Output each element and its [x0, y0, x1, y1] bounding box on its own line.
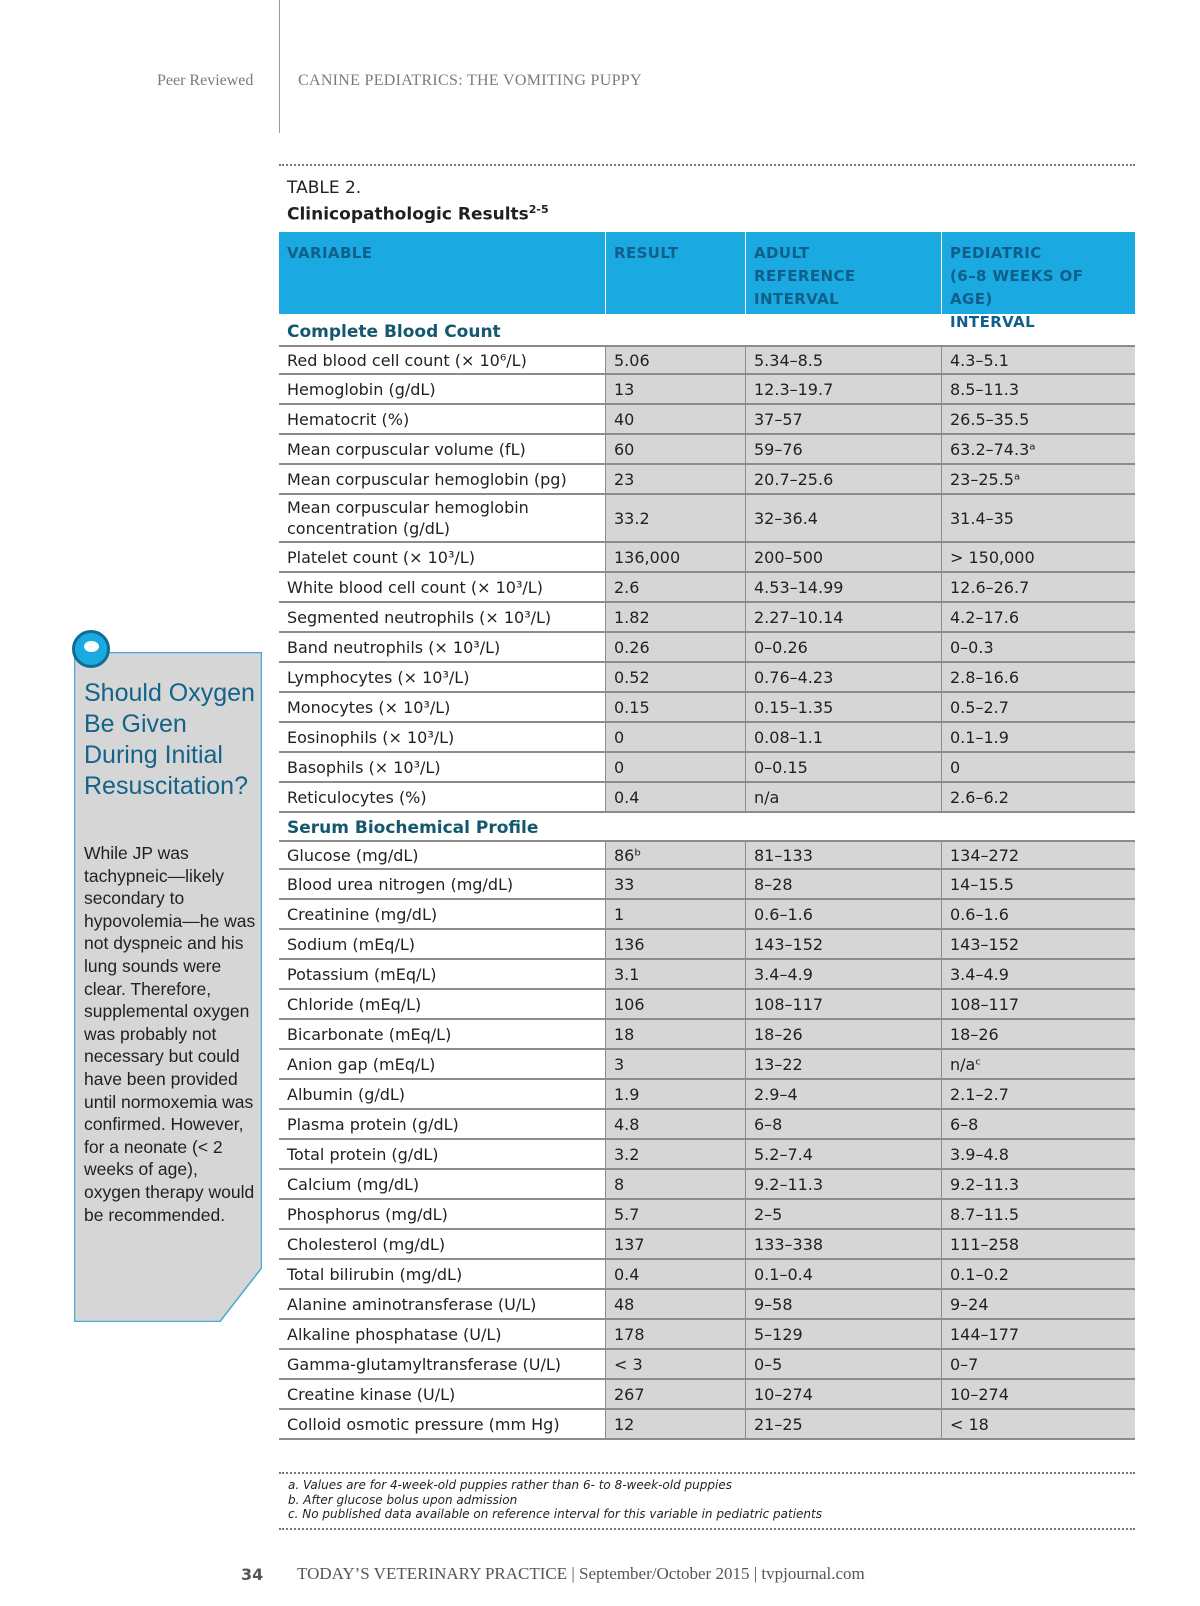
table-row [279, 573, 1135, 603]
cell-result: 1.82 [605, 603, 745, 631]
sidebar-body: While JP was tachypneic—likely secondary to hypovolemia—he was not dyspneic and his lung sounds were clear. Therefore, supplemental oxygen was probably not necessary but could have been provided until normoxemia was confirmed. However, for a neonate (< 2 weeks of age), oxygen therapy would be recommended. [84, 843, 256, 1225]
cell-variable: Hemoglobin (g/dL) [279, 375, 605, 403]
cell-pediatric-interval: 9–24 [941, 1290, 1135, 1318]
table-bottom-rule [279, 1472, 1135, 1474]
cell-adult-interval: 21–25 [745, 1410, 941, 1438]
table-row [279, 1050, 1135, 1080]
cell-adult-interval: 10–274 [745, 1380, 941, 1408]
cell-pediatric-interval: 2.1–2.7 [941, 1080, 1135, 1108]
table-row [279, 723, 1135, 753]
footnote-b: b. After glucose bolus upon admission [288, 1492, 518, 1507]
cell-variable: Monocytes (× 10³/L) [279, 693, 605, 721]
cell-adult-interval: 2–5 [745, 1200, 941, 1228]
cell-pediatric-interval: 0–7 [941, 1350, 1135, 1378]
table-row [279, 1200, 1135, 1230]
table-row [279, 1350, 1135, 1380]
table-row [279, 693, 1135, 723]
cell-variable: Plasma protein (g/dL) [279, 1110, 605, 1138]
cell-pediatric-interval: 3.4–4.9 [941, 960, 1135, 988]
sidebar-heading: Should Oxygen Be Given During Initial Resuscitation? [84, 679, 255, 800]
cell-result: 40 [605, 405, 745, 433]
cell-adult-interval: 0.15–1.35 [745, 693, 941, 721]
cell-result: 12 [605, 1410, 745, 1438]
cell-variable: Red blood cell count (× 10⁶/L) [279, 347, 605, 373]
cell-result: 3.1 [605, 960, 745, 988]
cell-adult-interval: 6–8 [745, 1110, 941, 1138]
table-row [279, 1140, 1135, 1170]
cell-pediatric-interval: 0 [941, 753, 1135, 781]
cell-result: 137 [605, 1230, 745, 1258]
cell-variable: Calcium (mg/dL) [279, 1170, 605, 1198]
cell-pediatric-interval: 2.8–16.6 [941, 663, 1135, 691]
cell-result: 18 [605, 1020, 745, 1048]
cell-result: 60 [605, 435, 745, 463]
cell-variable: Colloid osmotic pressure (mm Hg) [279, 1410, 605, 1438]
section-label: Peer Reviewed [157, 72, 254, 89]
col-header-result: RESULT [605, 232, 745, 314]
cell-result: < 3 [605, 1350, 745, 1378]
cell-variable: Alkaline phosphatase (U/L) [279, 1320, 605, 1348]
table-row [279, 1020, 1135, 1050]
cell-variable: Anion gap (mEq/L) [279, 1050, 605, 1078]
cell-pediatric-interval: 4.3–5.1 [941, 347, 1135, 373]
cell-pediatric-interval: > 150,000 [941, 543, 1135, 571]
cell-result: 267 [605, 1380, 745, 1408]
cell-variable: Segmented neutrophils (× 10³/L) [279, 603, 605, 631]
cell-result: 106 [605, 990, 745, 1018]
cell-result: 13 [605, 375, 745, 403]
biochem-rows [279, 840, 1135, 1440]
footnote-a: a. Values are for 4-week-old puppies rather than 6- to 8-week-old puppies [288, 1478, 732, 1492]
table-row [279, 1170, 1135, 1200]
cell-variable: Creatinine (mg/dL) [279, 900, 605, 928]
table-row [279, 960, 1135, 990]
cell-pediatric-interval: 134–272 [941, 842, 1135, 868]
cell-result: 136 [605, 930, 745, 958]
cell-pediatric-interval: 144–177 [941, 1320, 1135, 1348]
cell-pediatric-interval: 0–0.3 [941, 633, 1135, 661]
cell-variable: Chloride (mEq/L) [279, 990, 605, 1018]
cell-adult-interval: 81–133 [745, 842, 941, 868]
cell-variable: Albumin (g/dL) [279, 1080, 605, 1108]
table-title: Clinicopathologic Results$^{2-5}$ [287, 203, 549, 225]
col-header-adult: ADULT REFERENCE INTERVAL [745, 232, 941, 314]
cell-result: 1.9 [605, 1080, 745, 1108]
cell-adult-interval: 0.76–4.23 [745, 663, 941, 691]
cell-adult-interval: 0–0.15 [745, 753, 941, 781]
footnotes [288, 1478, 822, 1522]
table-row [279, 435, 1135, 465]
table-row [279, 1230, 1135, 1260]
cell-pediatric-interval: < 18 [941, 1410, 1135, 1438]
cell-variable: Reticulocytes (%) [279, 783, 605, 811]
cell-adult-interval: 9–58 [745, 1290, 941, 1318]
table-row [279, 465, 1135, 495]
cell-result: 0 [605, 723, 745, 751]
cell-adult-interval: 32–36.4 [745, 495, 941, 541]
cell-variable: Mean corpuscular hemoglobin concentration (g/dL) [279, 495, 605, 541]
cell-adult-interval: 18–26 [745, 1020, 941, 1048]
cell-pediatric-interval: 4.2–17.6 [941, 603, 1135, 631]
cell-adult-interval: 0.1–0.4 [745, 1260, 941, 1288]
cell-adult-interval: 3.4–4.9 [745, 960, 941, 988]
cell-variable: Glucose (mg/dL) [279, 842, 605, 868]
cell-pediatric-interval: 10–274 [941, 1380, 1135, 1408]
cell-result: 1 [605, 900, 745, 928]
table-row [279, 753, 1135, 783]
cell-pediatric-interval: 8.7–11.5 [941, 1200, 1135, 1228]
table-row [279, 633, 1135, 663]
cell-adult-interval: 12.3–19.7 [745, 375, 941, 403]
cell-pediatric-interval: 0.6–1.6 [941, 900, 1135, 928]
cell-variable: Lymphocytes (× 10³/L) [279, 663, 605, 691]
table-row [279, 900, 1135, 930]
cell-adult-interval: 20.7–25.6 [745, 465, 941, 493]
cell-adult-interval: 108–117 [745, 990, 941, 1018]
footnote-c: c. No published data available on reference interval for this variable in pediatric patients [288, 1507, 822, 1521]
cell-adult-interval: 2.27–10.14 [745, 603, 941, 631]
table-row [279, 405, 1135, 435]
cell-variable: Mean corpuscular hemoglobin (pg) [279, 465, 605, 493]
footnotes-bottom-rule [279, 1528, 1135, 1530]
cell-adult-interval: 2.9–4 [745, 1080, 941, 1108]
table-row [279, 375, 1135, 405]
cell-variable: Hematocrit (%) [279, 405, 605, 433]
cell-result: 3 [605, 1050, 745, 1078]
cell-adult-interval: 9.2–11.3 [745, 1170, 941, 1198]
cell-variable: Mean corpuscular volume (fL) [279, 435, 605, 463]
table-row [279, 990, 1135, 1020]
cell-variable: Sodium (mEq/L) [279, 930, 605, 958]
cell-variable: Creatine kinase (U/L) [279, 1380, 605, 1408]
cell-adult-interval: 8–28 [745, 870, 941, 898]
running-title: CANINE PEDIATRICS: THE VOMITING PUPPY [298, 72, 642, 89]
cell-result: 178 [605, 1320, 745, 1348]
cell-adult-interval: 133–338 [745, 1230, 941, 1258]
table-top-rule [279, 164, 1135, 166]
cell-pediatric-interval: 143–152 [941, 930, 1135, 958]
cell-variable: Blood urea nitrogen (mg/dL) [279, 870, 605, 898]
page-number: 34 [241, 1565, 264, 1584]
col-header-pediatric: PEDIATRIC (6–8 WEEKS OF AGE) INTERVAL [941, 232, 1135, 314]
table-row [279, 1110, 1135, 1140]
cell-variable: Cholesterol (mg/dL) [279, 1230, 605, 1258]
cell-adult-interval: 13–22 [745, 1050, 941, 1078]
cell-result: 3.2 [605, 1140, 745, 1168]
cell-result: 33.2 [605, 495, 745, 541]
cell-pediatric-interval: 0.1–1.9 [941, 723, 1135, 751]
table-row [279, 870, 1135, 900]
col-header-variable: VARIABLE [287, 244, 373, 262]
cell-pediatric-interval: 63.2–74.3ᵃ [941, 435, 1135, 463]
cell-adult-interval: 59–76 [745, 435, 941, 463]
cell-adult-interval: 143–152 [745, 930, 941, 958]
cell-result: 8 [605, 1170, 745, 1198]
cell-adult-interval: 200–500 [745, 543, 941, 571]
cell-pediatric-interval: 0.5–2.7 [941, 693, 1135, 721]
cell-variable: Total bilirubin (mg/dL) [279, 1260, 605, 1288]
cell-result: 4.8 [605, 1110, 745, 1138]
cell-variable: Basophils (× 10³/L) [279, 753, 605, 781]
cell-pediatric-interval: 6–8 [941, 1110, 1135, 1138]
table-row [279, 1290, 1135, 1320]
table-row [279, 345, 1135, 375]
table-row [279, 663, 1135, 693]
cell-adult-interval: 5.34–8.5 [745, 347, 941, 373]
cell-pediatric-interval: 108–117 [941, 990, 1135, 1018]
cell-result: 5.7 [605, 1200, 745, 1228]
table-row [279, 1380, 1135, 1410]
table-row [279, 783, 1135, 813]
cell-pediatric-interval: n/aᶜ [941, 1050, 1135, 1078]
cell-variable: Eosinophils (× 10³/L) [279, 723, 605, 751]
cell-pediatric-interval: 3.9–4.8 [941, 1140, 1135, 1168]
cell-pediatric-interval: 0.1–0.2 [941, 1260, 1135, 1288]
cell-result: 33 [605, 870, 745, 898]
cell-adult-interval: n/a [745, 783, 941, 811]
cell-variable: Platelet count (× 10³/L) [279, 543, 605, 571]
cell-result: 48 [605, 1290, 745, 1318]
table-row [279, 1260, 1135, 1290]
table-row [279, 495, 1135, 543]
cell-result: 5.06 [605, 347, 745, 373]
cell-adult-interval: 0.6–1.6 [745, 900, 941, 928]
cell-pediatric-interval: 14–15.5 [941, 870, 1135, 898]
cell-adult-interval: 0–5 [745, 1350, 941, 1378]
cell-variable: Bicarbonate (mEq/L) [279, 1020, 605, 1048]
cell-result: 0.26 [605, 633, 745, 661]
section-biochem-heading: Serum Biochemical Profile [287, 818, 539, 838]
cell-pediatric-interval: 31.4–35 [941, 495, 1135, 541]
cell-pediatric-interval: 18–26 [941, 1020, 1135, 1048]
cell-result: 86ᵇ [605, 842, 745, 868]
cell-pediatric-interval: 26.5–35.5 [941, 405, 1135, 433]
cell-variable: Gamma-glutamyltransferase (U/L) [279, 1350, 605, 1378]
cell-result: 0.4 [605, 783, 745, 811]
cell-result: 2.6 [605, 573, 745, 601]
table-row [279, 1320, 1135, 1350]
cbc-rows [279, 345, 1135, 813]
table-row [279, 603, 1135, 633]
cell-variable: Total protein (g/dL) [279, 1140, 605, 1168]
table-row [279, 1080, 1135, 1110]
table-row [279, 840, 1135, 870]
cell-result: 0.4 [605, 1260, 745, 1288]
table-label: TABLE 2. [287, 178, 362, 198]
cell-result: 0 [605, 753, 745, 781]
cell-pediatric-interval: 111–258 [941, 1230, 1135, 1258]
cell-result: 23 [605, 465, 745, 493]
cell-variable: Band neutrophils (× 10³/L) [279, 633, 605, 661]
cell-adult-interval: 0–0.26 [745, 633, 941, 661]
footer-text: TODAY’S VETERINARY PRACTICE | September/October 2015 | tvpjournal.com [297, 1564, 865, 1583]
header-divider [279, 0, 280, 133]
cell-variable: Potassium (mEq/L) [279, 960, 605, 988]
cell-pediatric-interval: 23–25.5ᵃ [941, 465, 1135, 493]
cell-variable: Alanine aminotransferase (U/L) [279, 1290, 605, 1318]
cell-adult-interval: 5.2–7.4 [745, 1140, 941, 1168]
cell-adult-interval: 37–57 [745, 405, 941, 433]
table-title-refs: 2-5 [528, 203, 549, 216]
section-cbc-heading: Complete Blood Count [287, 322, 501, 342]
cell-result: 0.52 [605, 663, 745, 691]
table-header [279, 232, 1135, 331]
cell-variable: White blood cell count (× 10³/L) [279, 573, 605, 601]
cell-result: 136,000 [605, 543, 745, 571]
table-row [279, 543, 1135, 573]
table-row [279, 1410, 1135, 1440]
table-row [279, 930, 1135, 960]
cell-adult-interval: 5–129 [745, 1320, 941, 1348]
cell-adult-interval: 0.08–1.1 [745, 723, 941, 751]
cell-pediatric-interval: 8.5–11.3 [941, 375, 1135, 403]
speech-bubble-icon [72, 630, 110, 668]
cell-pediatric-interval: 9.2–11.3 [941, 1170, 1135, 1198]
cell-adult-interval: 4.53–14.99 [745, 573, 941, 601]
cell-result: 0.15 [605, 693, 745, 721]
cell-pediatric-interval: 12.6–26.7 [941, 573, 1135, 601]
cell-pediatric-interval: 2.6–6.2 [941, 783, 1135, 811]
cell-variable: Phosphorus (mg/dL) [279, 1200, 605, 1228]
